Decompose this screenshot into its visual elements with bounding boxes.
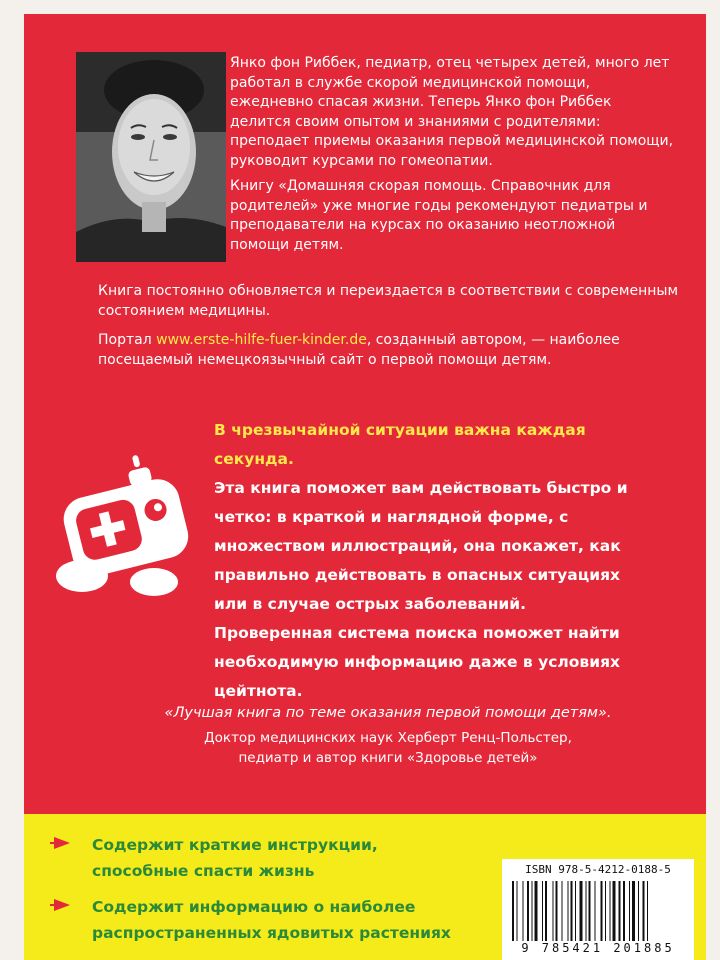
feature-item — [54, 894, 474, 946]
author-bio — [230, 54, 676, 261]
back-cover — [24, 14, 706, 960]
bio-paragraph-2: Книгу «Домашняя скорая помощь. Справочник для родителей» уже многие годы рекомендуют педиатры и преподаватели на курсах по оказанию неотложной помощи детям. — [230, 178, 648, 253]
bio-paragraph-4 — [98, 331, 678, 370]
barcode — [502, 859, 694, 960]
emergency-body: Эта книга поможет вам действовать быстро и четко: в краткой и наглядной форме, с множеством иллюстраций, она покажет, как правильно действовать в опасных ситуациях или в случае острых заболеваний. Проверенная система поиска поможет найти необходимую информацию даже в условиях цейтнота. — [214, 479, 628, 700]
portal-prefix: Портал — [98, 332, 157, 348]
arrow-right-icon — [54, 899, 70, 911]
feature-line-1: Содержит краткие инструкции, — [92, 836, 378, 854]
author-portrait-image — [76, 52, 226, 262]
bio-paragraph-3: Книга постоянно обновляется и переиздается в соответствии с современным состоянием медицины. — [98, 283, 679, 319]
feature-line-1: Содержит информацию о наиболее — [92, 898, 416, 916]
portal-suffix: , созданный автором, — наиболее посещаемый немецкоязычный сайт о первой помощи детям. — [98, 332, 620, 368]
ambulance-mascot-icon — [42, 454, 207, 599]
bio-paragraph-1: Янко фон Риббек, педиатр, отец четырех детей, много лет работал в службе скорой медицинской помощи, ежедневно спасая жизни. Теперь Янко фон Риббек делится своим опытом и знаниями с родителями: преподает приемы оказания первой медицинской помощи, руководит курсами по гомеопатии. — [230, 55, 674, 169]
barcode-bars — [512, 881, 686, 941]
emergency-block — [214, 416, 644, 706]
quote-block — [98, 702, 678, 768]
feature-item — [54, 832, 474, 884]
feature-line-2: способные спасти жизнь — [92, 862, 315, 880]
isbn-label: ISBN 978-5-4212-0188-5 — [525, 863, 671, 876]
barcode-digits: 9 785421 201885 — [521, 941, 675, 955]
quote-text: «Лучшая книга по теме оказания первой помощи детям». — [164, 705, 612, 721]
arrow-right-icon — [54, 837, 70, 849]
feature-line-2: распространенных ядовитых растениях — [92, 924, 451, 942]
quote-source-line-1: Доктор медицинских наук Херберт Ренц-Польстер, — [204, 730, 572, 746]
quote-source-line-2: педиатр и автор книги «Здоровье детей» — [238, 750, 538, 766]
author-photo — [76, 52, 226, 262]
author-bio-continued — [98, 282, 678, 380]
emergency-headline: В чрезвычайной ситуации важна каждая секунда. — [214, 421, 586, 468]
portal-link[interactable]: www.erste-hilfe-fuer-kinder.de — [156, 332, 367, 348]
